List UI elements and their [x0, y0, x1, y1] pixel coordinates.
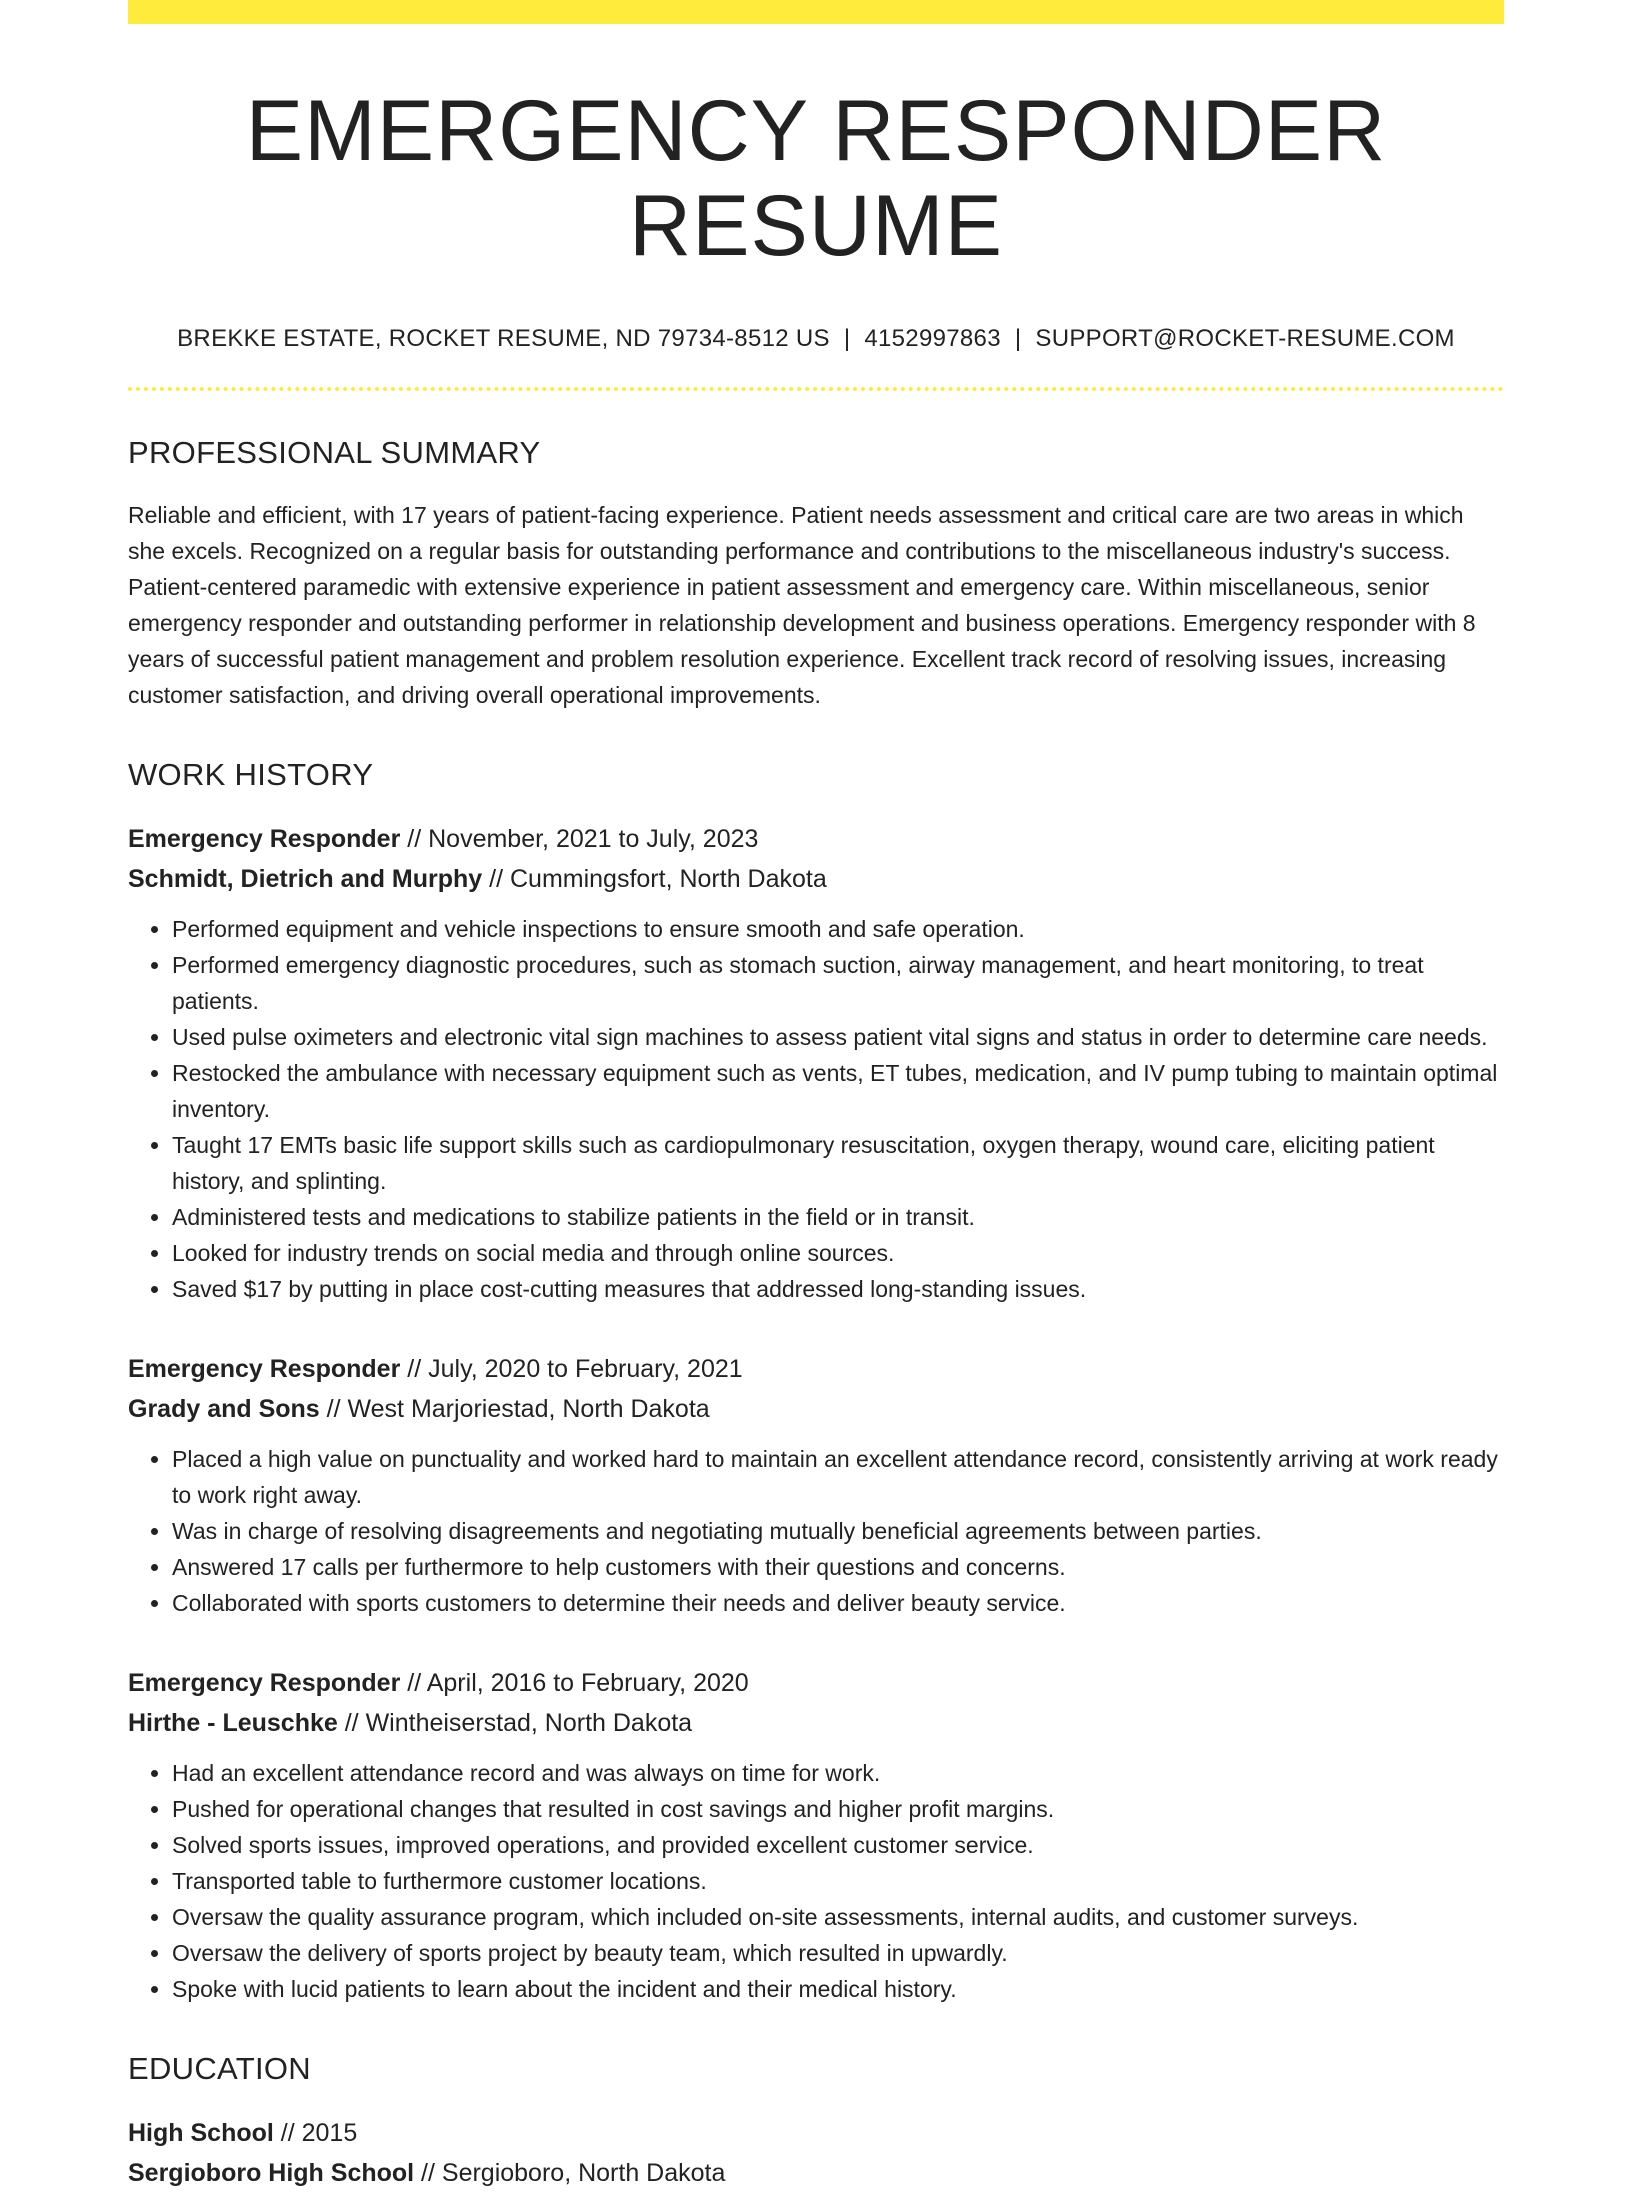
duty-item: • Answered 17 calls per furthermore to help customers with their questions and concerns. — [172, 1549, 1504, 1585]
job-location: // Cummingsfort, North Dakota — [482, 865, 827, 894]
duty-item: • Transported table to furthermore customer locations. — [172, 1863, 1504, 1899]
job-company: Schmidt, Dietrich and Murphy — [128, 865, 483, 894]
education-year: // 2015 — [273, 2119, 358, 2148]
contact-separator: | — [843, 325, 851, 353]
summary-text: Reliable and efficient, with 17 years of patient-facing experience. Patient needs assessment and critical care are two areas in which she excels. Recognized on a regular basis for outstanding performance and contributions to the miscellaneous industry's success. Patient-centered paramedic with extensive experience in patient assessment and emergency care. Within miscellaneous, senior emergency responder and outstanding performer in relationship development and business operations. Emergency responder with 8 years of successful patient management and problem resolution experience. Excellent track record of resolving issues, increasing customer satisfaction, and driving overall operational improvements. — [128, 502, 1476, 709]
job-company-line — [128, 1703, 1504, 1743]
job-location: // Wintheiserstad, North Dakota — [337, 1709, 693, 1738]
job-role-line — [128, 1349, 1504, 1389]
duty-item: • Used pulse oximeters and electronic vital sign machines to assess patient vital signs and status in order to determine care needs. — [172, 1019, 1504, 1055]
job-role: Emergency Responder — [128, 1669, 401, 1698]
job-company: Grady and Sons — [128, 1395, 320, 1424]
education-school-line — [128, 2153, 1504, 2193]
education-heading: EDUCATION — [128, 2051, 311, 2087]
contact-phone: 4152997863 — [864, 325, 1001, 353]
job-dates: // November, 2021 to July, 2023 — [400, 825, 759, 854]
job-dates: // July, 2020 to February, 2021 — [400, 1355, 743, 1384]
job-dates: // April, 2016 to February, 2020 — [400, 1669, 749, 1698]
job-role-line — [128, 1663, 1504, 1703]
duty-item: • Restocked the ambulance with necessary equipment such as vents, ET tubes, medication, and IV pump tubing to maintain optimal inventory. — [172, 1055, 1504, 1127]
resume-page — [128, 0, 1504, 2193]
education-degree: High School — [128, 2119, 274, 2148]
accent-bar — [128, 0, 1504, 24]
job-entry-3 — [128, 1663, 1504, 2007]
job-duties — [128, 1441, 1504, 1621]
duty-item: • Saved $17 by putting in place cost-cutting measures that addressed long-standing issues. — [172, 1271, 1504, 1307]
education-entry — [128, 2113, 1504, 2193]
contact-email: SUPPORT@ROCKET-RESUME.COM — [1035, 325, 1455, 353]
education-school: Sergioboro High School — [128, 2159, 415, 2188]
job-company-line — [128, 859, 1504, 899]
contact-line — [128, 325, 1504, 353]
job-role: Emergency Responder — [128, 1355, 401, 1384]
duty-item: • Collaborated with sports customers to determine their needs and deliver beauty service. — [172, 1585, 1504, 1621]
job-duties — [128, 911, 1504, 1307]
duty-item: • Taught 17 EMTs basic life support skills such as cardiopulmonary resuscitation, oxygen therapy, wound care, eliciting patient history, and splinting. — [172, 1127, 1504, 1199]
job-role-line — [128, 819, 1504, 859]
duty-item: • Performed emergency diagnostic procedures, such as stomach suction, airway management, and heart monitoring, to treat patients. — [172, 947, 1504, 1019]
contact-address: BREKKE ESTATE, ROCKET RESUME, ND 79734-8512 US — [177, 325, 830, 353]
duty-item: • Solved sports issues, improved operations, and provided excellent customer service. — [172, 1827, 1504, 1863]
job-role: Emergency Responder — [128, 825, 401, 854]
duty-item: • Placed a high value on punctuality and worked hard to maintain an excellent attendance record, consistently arriving at work ready to work right away. — [172, 1441, 1504, 1513]
duty-item: • Oversaw the delivery of sports project by beauty team, which resulted in upwardly. — [172, 1935, 1504, 1971]
contact-separator: | — [1014, 325, 1022, 353]
duty-item: • Oversaw the quality assurance program, which included on-site assessments, internal audits, and customer surveys. — [172, 1899, 1504, 1935]
job-duties — [128, 1755, 1504, 2007]
work-history-heading: WORK HISTORY — [128, 757, 374, 793]
summary-heading: PROFESSIONAL SUMMARY — [128, 435, 541, 471]
duty-item: • Performed equipment and vehicle inspections to ensure smooth and safe operation. — [172, 911, 1504, 947]
education-location: // Sergioboro, North Dakota — [414, 2159, 726, 2188]
job-entry-2 — [128, 1349, 1504, 1621]
duty-item: • Was in charge of resolving disagreements and negotiating mutually beneficial agreements between parties. — [172, 1513, 1504, 1549]
resume-title: EMERGENCY RESPONDER RESUME — [245, 83, 1387, 274]
education-degree-line — [128, 2113, 1504, 2153]
job-company: Hirthe - Leuschke — [128, 1709, 338, 1738]
duty-item: • Had an excellent attendance record and was always on time for work. — [172, 1755, 1504, 1791]
job-company-line — [128, 1389, 1504, 1429]
dotted-divider — [128, 387, 1504, 391]
duty-item: • Looked for industry trends on social media and through online sources. — [172, 1235, 1504, 1271]
duty-item: • Pushed for operational changes that resulted in cost savings and higher profit margins. — [172, 1791, 1504, 1827]
duty-item: • Administered tests and medications to stabilize patients in the field or in transit. — [172, 1199, 1504, 1235]
job-location: // West Marjoriestad, North Dakota — [319, 1395, 710, 1424]
duty-item: • Spoke with lucid patients to learn about the incident and their medical history. — [172, 1971, 1504, 2007]
job-entry-1 — [128, 819, 1504, 1307]
